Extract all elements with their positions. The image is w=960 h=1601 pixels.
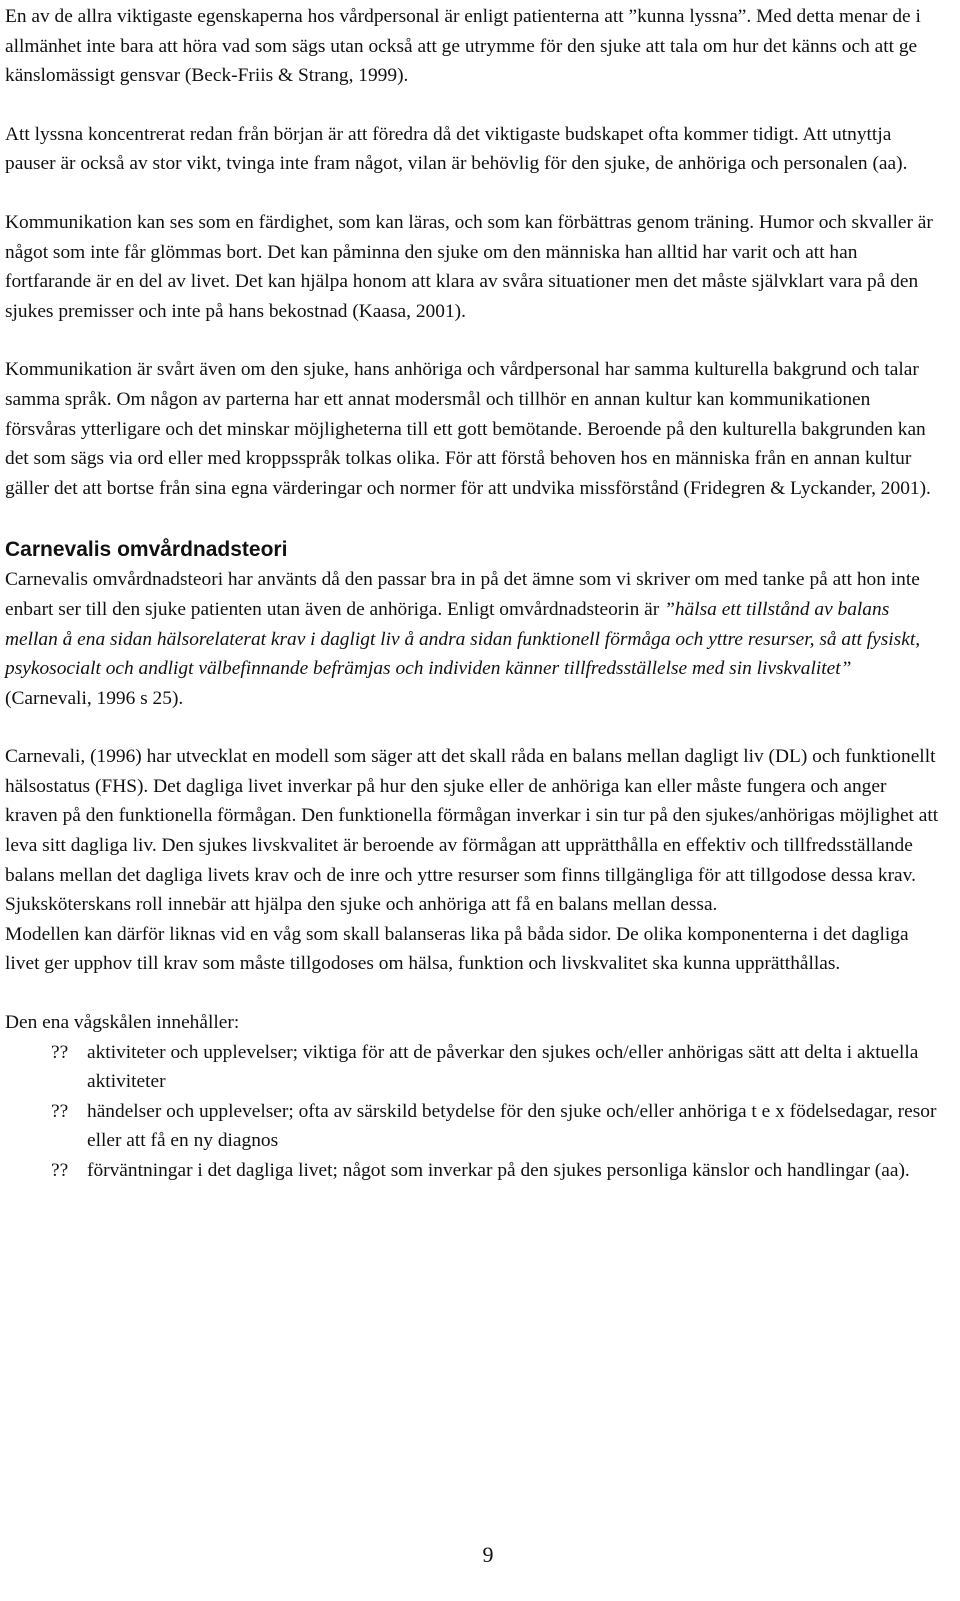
page-number: 9 <box>482 1542 494 1567</box>
list-item-text: aktiviteter och upplevelser; viktiga för att de påverkar den sjukes och/eller anhörigas sätt att delta i aktuella aktiviteter <box>87 1041 919 1093</box>
list-item <box>5 1097 940 1156</box>
list-bullet: ?? <box>51 1041 69 1063</box>
paragraph-culture: Kommunikation är svårt även om den sjuke, hans anhöriga och vårdpersonal har samma kulturella bakgrund och talar samma språk. Om någon av parterna har ett annat modersmål och tillhör en annan kultur kan kommunikationen försvåras ytterligare och det minskar möjligheterna till ett gott bemötande. Beroende på den kulturella bakgrunden kan det som sägs via ord eller med kroppsspråk tolkas olika. För att förstå behoven hos en människa från en annan kultur gäller det att bortse från sina egna värderingar och normer för att undvika missförstånd (Fridegren & Lyckander, 2001). <box>5 359 931 499</box>
paragraph-communication-skill: Kommunikation kan ses som en färdighet, som kan läras, och som kan förbättras genom träning. Humor och skvaller är något som inte får glömmas bort. Det kan påminna den sjuke om den människa han alltid har varit och att han fortfarande är en del av livet. Det kan hjälpa honom att klara av svåra situationer men det måste självklart vara på den sjukes premisser och inte på hans bekostnad (Kaasa, 2001). <box>5 211 933 322</box>
paragraph-model: Carnevali, (1996) har utvecklat en modell som säger att det skall råda en balans mellan dagligt liv (DL) och funktionellt hälsostatus (FHS). Det dagliga livet inverkar på hur den sjuke eller de anhöriga kan eller måste fungera och anger kraven på den funktionella förmågan. Den funktionella förmågan inverkar i sin tur på den sjukes/anhörigas möjlighet att leva sitt dagliga liv. Den sjukes livskvalitet är beroende av förmågan att upprätthålla en effektiv och tillfredsställande balans mellan det dagliga livets krav och de inre och yttre resurser som finns tillgängliga för att tillgodose dessa krav. Sjuksköterskans roll innebär att hjälpa den sjuke och anhöriga att få en balans mellan dessa. <box>5 746 939 916</box>
list-bullet: ?? <box>51 1100 69 1122</box>
page-content <box>5 2 940 1186</box>
paragraph-scale: Modellen kan därför liknas vid en våg som skall balanseras lika på båda sidor. De olika komponenterna i det dagliga livet ger upphov till krav som måste tillgodoses om hälsa, funktion och livskvalitet ska kunna upprätthållas. <box>5 923 909 975</box>
paragraph-concentrated-listening: Att lyssna koncentrerat redan från början är att föredra då det viktigaste budskapet ofta kommer tidigt. Att utnyttja pauser är också av stor vikt, tvinga inte fram något, vilan är behövlig för den sjuke, de anhöriga och personalen (aa). <box>5 123 908 175</box>
paragraph-listening: En av de allra viktigaste egenskaperna hos vårdpersonal är enligt patienterna att ”kunna lyssna”. Med detta menar de i allmänhet inte bara att höra vad som sägs utan också att ge utrymme för den sjuke att tala om hur det känns och att ge känslomässigt gensvar (Beck-Friis & Strang, 1999). <box>5 6 921 87</box>
theory-citation: (Carnevali, 1996 s 25). <box>5 687 184 709</box>
list-item-text: händelser och upplevelser; ofta av särskild betydelse för den sjuke och/eller anhöriga t e x födelsedagar, resor eller att få en ny diagnos <box>87 1100 937 1152</box>
theory-quote: ”hälsa ett tillstånd av balans mellan å ena sidan hälsorelaterat krav i dagligt liv å andra sidan funktionell förmåga och yttre resurser, så att fysiskt, psykosocialt och andligt välbefinnande befrämjas och individen känner tillfredsställelse med sin livskvalitet” <box>5 598 921 680</box>
list-item <box>5 1038 940 1097</box>
scale-items-list <box>5 1038 940 1186</box>
list-item <box>5 1156 940 1186</box>
list-bullet: ?? <box>51 1160 69 1181</box>
list-item-text: förväntningar i det dagliga livet; något som inverkar på den sjukes personliga känslor och handlingar (aa). <box>87 1160 910 1181</box>
theory-intro-text: Carnevalis omvårdnadsteori har använts då den passar bra in på det ämne som vi skriver om med tanke på att hon inte enbart ser till den sjuke patienten utan även de anhöriga. Enligt omvårdnadsteorin är <box>5 569 920 620</box>
list-intro: Den ena vågskålen innehåller: <box>5 1012 240 1034</box>
paragraph-carnevali-theory <box>5 565 940 713</box>
section-heading: Carnevalis omvårdnadsteori <box>5 538 288 562</box>
